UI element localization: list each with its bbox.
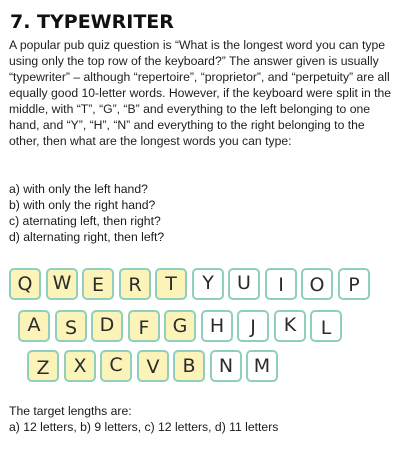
key-i	[265, 268, 297, 300]
key-y	[192, 268, 224, 300]
key-label: M	[253, 355, 271, 377]
question-item: d) alternating right, then left?	[9, 230, 165, 244]
key-z	[27, 350, 59, 382]
intro-paragraph: A popular pub quiz question is “What is the longest word you can type using only the top row of the keyboard?” The answer given is usually “typewriter” – although “repertoire”, “proprietor”, and “perpetuity” are all equally good 10-letter words. However, if the keyboard were split in the middle, with “T”, “G”, “B” and everything to the left belonging to one hand, and “Y”, “H”, “N” and everything to the right belonging to the other, then what are the longest words you can type:	[9, 38, 392, 148]
key-b	[173, 350, 205, 382]
key-label: Z	[36, 357, 50, 379]
key-w	[46, 268, 78, 300]
key-p	[338, 268, 370, 300]
target-heading: The target lengths are:	[9, 404, 132, 418]
key-label: I	[278, 274, 284, 296]
key-label: R	[128, 274, 142, 296]
key-label: Y	[202, 272, 214, 294]
key-t	[155, 268, 187, 300]
key-j	[237, 310, 269, 342]
key-r	[119, 268, 151, 300]
key-label: U	[237, 272, 251, 294]
key-label: L	[320, 317, 332, 339]
key-label: E	[91, 274, 104, 296]
key-h	[201, 310, 233, 342]
key-label: P	[348, 274, 360, 296]
page-title: 7. TYPEWRITER	[10, 11, 174, 33]
key-n	[210, 350, 242, 382]
question-item: b) with only the right hand?	[9, 198, 156, 212]
key-k	[274, 310, 306, 342]
key-f	[128, 310, 160, 342]
key-label: J	[250, 316, 256, 338]
key-label: H	[209, 315, 225, 337]
key-label: T	[165, 273, 177, 295]
key-label: V	[146, 356, 160, 378]
key-label: X	[73, 355, 87, 377]
key-label: A	[27, 314, 41, 336]
key-v	[137, 350, 169, 382]
key-label: W	[52, 272, 72, 294]
target-values: a) 12 letters, b) 9 letters, c) 12 letters, d) 11 letters	[9, 420, 279, 434]
key-m	[246, 350, 278, 382]
key-a	[18, 310, 50, 342]
key-g	[164, 310, 196, 342]
key-d	[91, 310, 123, 342]
key-c	[100, 350, 132, 382]
key-label: S	[64, 317, 78, 339]
key-label: K	[283, 314, 297, 336]
key-label: O	[309, 274, 325, 296]
key-u	[228, 268, 260, 300]
question-item: a) with only the left hand?	[9, 182, 148, 196]
key-label: C	[109, 354, 123, 376]
key-label: Q	[17, 273, 33, 295]
key-e	[82, 268, 114, 300]
key-label: B	[182, 355, 196, 377]
key-label: G	[172, 315, 188, 337]
key-s	[55, 310, 87, 342]
key-l	[310, 310, 342, 342]
key-x	[64, 350, 96, 382]
key-q	[9, 268, 41, 300]
key-o	[301, 268, 333, 300]
key-label: D	[99, 314, 115, 336]
question-list	[9, 181, 164, 245]
question-item: c) aternating left, then right?	[9, 214, 161, 228]
key-label: F	[138, 317, 150, 339]
key-label: N	[218, 355, 234, 377]
